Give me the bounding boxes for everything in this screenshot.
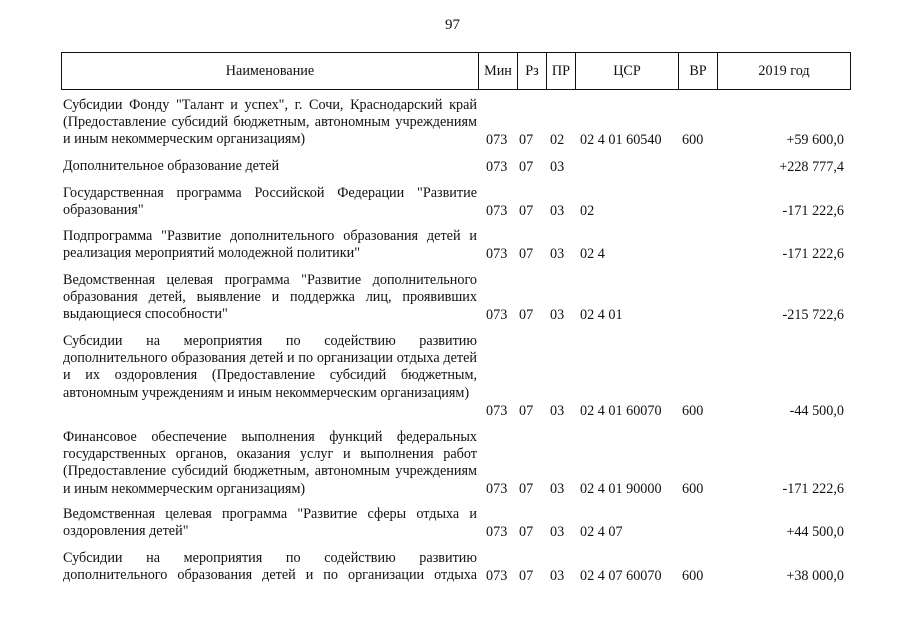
table-row bbox=[61, 158, 850, 176]
cell-pr: 03 bbox=[550, 523, 565, 540]
table-row bbox=[61, 185, 850, 220]
cell-vr: 600 bbox=[682, 480, 704, 497]
cell-csr: 02 4 01 60070 bbox=[580, 402, 662, 419]
cell-min: 073 bbox=[486, 567, 508, 584]
cell-vr: 600 bbox=[682, 131, 704, 148]
cell-sum: +44 500,0 bbox=[786, 523, 844, 540]
column-header-csr: ЦСР bbox=[576, 53, 679, 90]
table-row bbox=[61, 228, 850, 263]
cell-sum: -44 500,0 bbox=[789, 402, 844, 419]
cell-pr: 03 bbox=[550, 567, 565, 584]
cell-rz: 07 bbox=[519, 402, 534, 419]
cell-min: 073 bbox=[486, 202, 508, 219]
column-header-vr: ВР bbox=[679, 53, 718, 90]
cell-vr: 600 bbox=[682, 402, 704, 419]
cell-pr: 03 bbox=[550, 306, 565, 323]
page-number: 97 bbox=[445, 17, 460, 33]
cell-sum: +59 600,0 bbox=[786, 131, 844, 148]
cell-pr: 02 bbox=[550, 131, 565, 148]
cell-csr: 02 4 07 bbox=[580, 523, 623, 540]
table-row bbox=[61, 429, 850, 498]
row-name: Финансовое обеспечение выполнения функций федеральных государственных органов, оказания услуг и выполнения работ (Предоставление субсидий бюджетным, автономным учреждениям и иным некоммерческим организациям) bbox=[63, 429, 477, 497]
column-header-year: 2019 год bbox=[718, 53, 851, 90]
cell-rz: 07 bbox=[519, 158, 534, 175]
cell-sum: +228 777,4 bbox=[779, 158, 844, 175]
cell-csr: 02 4 01 90000 bbox=[580, 480, 662, 497]
cell-min: 073 bbox=[486, 306, 508, 323]
table-row bbox=[61, 333, 850, 420]
cell-min: 073 bbox=[486, 402, 508, 419]
column-header-min: Мин bbox=[479, 53, 518, 90]
cell-rz: 07 bbox=[519, 523, 534, 540]
row-name: Ведомственная целевая программа "Развитие дополнительного образования детей, выявление и поддержка лиц, проявивших выдающиеся способности" bbox=[63, 272, 477, 323]
table-header bbox=[61, 52, 851, 90]
cell-sum: -171 222,6 bbox=[782, 202, 844, 219]
cell-csr: 02 bbox=[580, 202, 595, 219]
row-name: Субсидии на мероприятия по содействию развитию дополнительного образования детей и по организации отдыха детей и их оздоровления (Предоставление субсидий бюджетным, автономным учреждениям и иным некоммерческим организациям) bbox=[63, 333, 477, 401]
cell-vr: 600 bbox=[682, 567, 704, 584]
column-header-rz: Рз bbox=[518, 53, 547, 90]
table-row bbox=[61, 272, 850, 324]
cell-sum: -171 222,6 bbox=[782, 480, 844, 497]
cell-rz: 07 bbox=[519, 567, 534, 584]
cell-sum: +38 000,0 bbox=[786, 567, 844, 584]
table-row bbox=[61, 550, 850, 585]
cell-min: 073 bbox=[486, 480, 508, 497]
table-row bbox=[61, 506, 850, 541]
cell-rz: 07 bbox=[519, 306, 534, 323]
cell-csr: 02 4 01 60540 bbox=[580, 131, 662, 148]
cell-pr: 03 bbox=[550, 245, 565, 262]
cell-sum: -215 722,6 bbox=[782, 306, 844, 323]
column-header-name: Наименование bbox=[62, 53, 479, 90]
cell-min: 073 bbox=[486, 131, 508, 148]
row-name: Государственная программа Российской Федерации "Развитие образования" bbox=[63, 185, 477, 219]
cell-csr: 02 4 bbox=[580, 245, 605, 262]
cell-pr: 03 bbox=[550, 202, 565, 219]
row-name: Субсидии Фонду "Талант и успех", г. Сочи, Краснодарский край (Предоставление субсидий бюджетным, автономным учреждениям и иным некоммерческим организациям) bbox=[63, 97, 477, 148]
cell-pr: 03 bbox=[550, 402, 565, 419]
cell-csr: 02 4 07 60070 bbox=[580, 567, 662, 584]
table-row bbox=[61, 97, 850, 149]
cell-min: 073 bbox=[486, 158, 508, 175]
cell-rz: 07 bbox=[519, 131, 534, 148]
cell-csr: 02 4 01 bbox=[580, 306, 623, 323]
column-header-pr: ПР bbox=[547, 53, 576, 90]
row-name: Ведомственная целевая программа "Развитие сферы отдыха и оздоровления детей" bbox=[63, 506, 477, 540]
cell-rz: 07 bbox=[519, 480, 534, 497]
cell-min: 073 bbox=[486, 523, 508, 540]
cell-pr: 03 bbox=[550, 158, 565, 175]
row-name: Дополнительное образование детей bbox=[63, 158, 280, 174]
cell-sum: -171 222,6 bbox=[782, 245, 844, 262]
cell-pr: 03 bbox=[550, 480, 565, 497]
cell-min: 073 bbox=[486, 245, 508, 262]
row-name: Субсидии на мероприятия по содействию развитию дополнительного образования детей и по организации отдыха bbox=[63, 550, 477, 584]
row-name: Подпрограмма "Развитие дополнительного образования детей и реализация мероприятий молодежной политики" bbox=[63, 228, 477, 262]
cell-rz: 07 bbox=[519, 202, 534, 219]
cell-rz: 07 bbox=[519, 245, 534, 262]
